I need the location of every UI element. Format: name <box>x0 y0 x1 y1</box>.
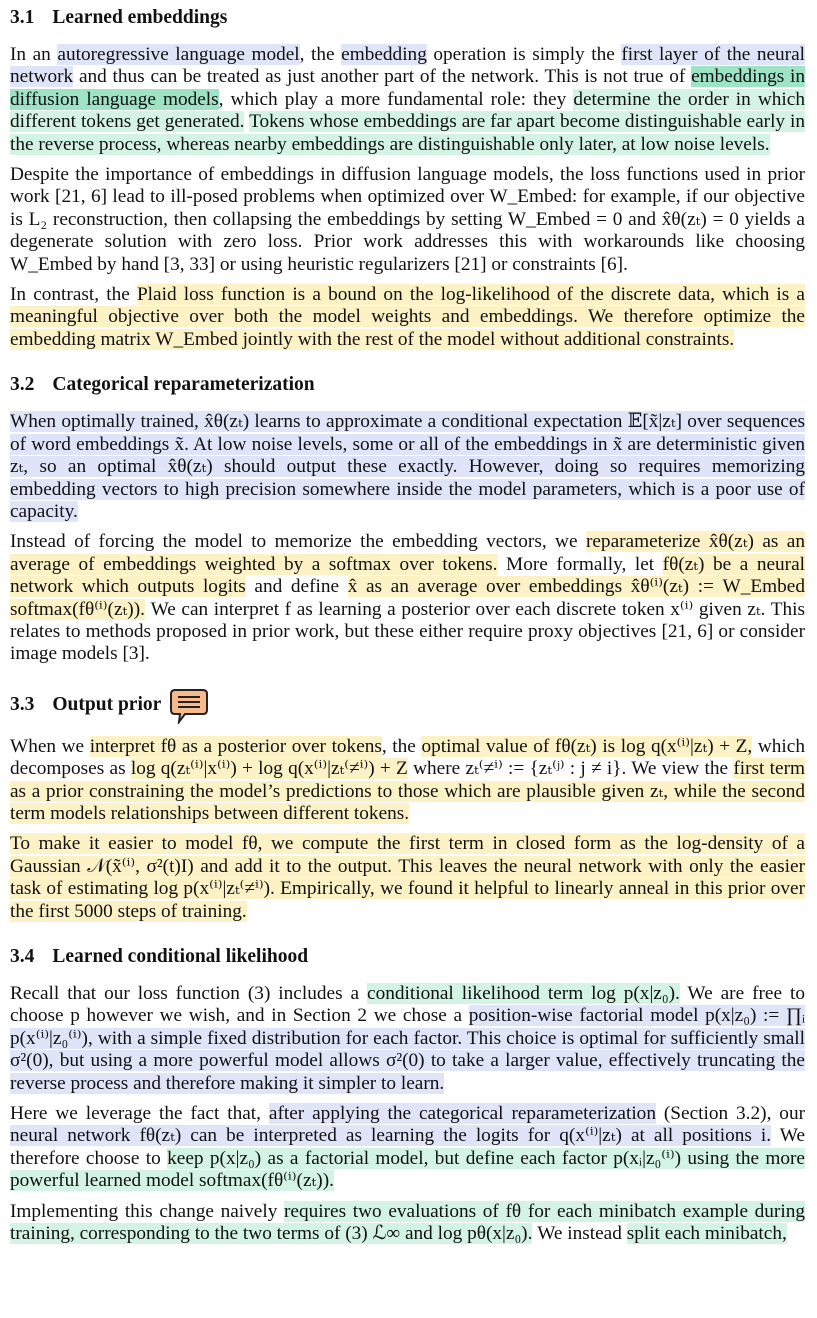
text-run: More formally, let <box>497 553 663 575</box>
highlighted-text[interactable]: interpret fθ as a posterior over tokens <box>89 735 382 757</box>
text-run: Despite the importance of embeddings in diffusion language models, the loss functions used in prior work [21, 6] lead to ill-posed problems when optimized over W_Embed: for example, if our objective is L₂ reconstruction, then collapsing the embeddings by setting W_Embed = 0 and x̂θ(zₜ) = 0 yields a degenerate solution with zero loss. Prior work addresses this with workarounds like choosing W_Embed by hand [3, 33] or using heuristic regularizers [21] or constraints [6]. <box>10 164 805 275</box>
section-3-3 <box>10 688 805 923</box>
highlighted-text[interactable]: autoregressive language model <box>57 44 300 65</box>
section-number: 3.2 <box>10 374 35 396</box>
section-title: Learned embeddings <box>52 7 228 28</box>
section-title: Output prior <box>52 693 162 715</box>
highlighted-text[interactable]: keep p(x|z₀) as a factorial model, but define each factor p(xᵢ|z₀⁽ⁱ⁾) using the more powerful learned model softmax(fθ⁽ⁱ⁾(zₜ)). <box>10 1147 805 1192</box>
paragraph <box>10 736 805 826</box>
section-3-4 <box>10 945 805 1245</box>
highlighted-text[interactable]: position-wise factorial model p(x|z₀) := ∏ᵢ p(x⁽ⁱ⁾|z₀⁽ⁱ⁾), with a simple fixed distribution for each factor. This choice is optimal for sufficiently small σ²(0), but using a more powerful model allows σ²(0) to take a larger value, effectively truncating the reverse process and therefore making it simpler to learn. <box>10 1005 805 1094</box>
section-heading <box>10 688 805 722</box>
text-run: (Section 3.2), our <box>655 1103 806 1125</box>
section-heading <box>10 373 805 397</box>
text-run: , the <box>381 735 422 757</box>
highlighted-text[interactable]: conditional likelihood term log p(x|z₀). <box>367 983 680 1004</box>
text-run: where zₜ⁽≠ⁱ⁾ := {zₜ⁽ʲ⁾ : j ≠ i}. We view the <box>407 758 734 780</box>
text-run: , which play a more fundamental role: they <box>218 88 574 110</box>
highlighted-text[interactable]: When optimally trained, x̂θ(zₜ) learns to approximate a conditional expectation 𝔼[x̃|zₜ] over sequences of word embeddings x̃. At low noise levels, some or all of the embeddings in x̃ are deterministic given zₜ, so an optimal x̂θ(zₜ) should output these exactly. However, doing so requires memorizing embedding vectors to high precision somewhere inside the model parameters, which is a poor use of capacity. <box>10 411 805 522</box>
highlighted-text[interactable]: first layer of the neural network <box>10 44 805 88</box>
paragraph <box>10 833 805 923</box>
text-run: and thus can be treated as just another part of the network. This is not true of <box>73 66 692 88</box>
highlighted-text[interactable]: To make it easier to model fθ, we compute the first term in closed form as the log-density of a Gaussian 𝒩(x̃⁽ⁱ⁾, σ²(t)I) and add it to the output. This leaves the neural network with only the easier task of estimating log p(x⁽ⁱ⁾|zₜ⁽≠ⁱ⁾). Empirically, we found it helpful to linearly anneal in this prior over the first 5000 steps of training. <box>10 833 805 922</box>
highlighted-text[interactable]: x̂ as an average over embeddings x̂θ⁽ⁱ⁾(zₜ) := W_Embed softmax(fθ⁽ⁱ⁾(zₜ)). <box>10 576 806 620</box>
text-run: Instead of forcing the model to memorize the embedding vectors, we <box>10 531 586 553</box>
section-number: 3.1 <box>10 7 35 28</box>
text-run: and define <box>245 576 348 598</box>
highlighted-text[interactable]: optimal value of fθ(zₜ) is log q(x⁽ⁱ⁾|zₜ) + Z, <box>421 735 753 757</box>
comment-icon[interactable] <box>169 688 209 722</box>
highlighted-text[interactable]: fθ(zₜ) be a neural network which outputs logits <box>10 553 806 598</box>
highlighted-text[interactable]: determine the order in which different tokens get generated. <box>10 88 805 133</box>
section-number: 3.4 <box>10 946 35 967</box>
text-run: , the <box>299 44 342 65</box>
text-run: We therefore choose to <box>10 1125 806 1169</box>
text-run: operation is simply the <box>426 44 622 65</box>
section-title: Categorical reparameterization <box>52 374 315 396</box>
highlighted-text[interactable]: reparameterize x̂θ(zₜ) as an average of embeddings weighted by a softmax over tokens. <box>10 531 805 575</box>
highlighted-text[interactable]: first term as a prior constraining the model’s predictions to those which are plausible given zₜ, while the second term models relationships between different tokens. <box>10 758 805 824</box>
paragraph <box>10 164 805 276</box>
text-run: Implementing this change naively <box>10 1200 284 1222</box>
text-run: We instead <box>532 1223 627 1245</box>
section-heading <box>10 945 805 969</box>
text-run: Here we leverage the fact that, <box>10 1103 269 1125</box>
paragraph <box>10 1103 805 1193</box>
highlighted-text[interactable]: log q(zₜ⁽ⁱ⁾|x⁽ⁱ⁾) + log q(x⁽ⁱ⁾|zₜ⁽≠ⁱ⁾) + Z <box>130 758 408 780</box>
section-title: Learned conditional likelihood <box>52 946 309 967</box>
text-run: which decomposes as <box>10 735 805 780</box>
text-run: Recall that our loss function (3) includes a <box>10 983 368 1004</box>
highlighted-text[interactable]: embeddings in diffusion language models <box>10 66 805 110</box>
text-run: When we <box>10 735 90 757</box>
text-run: We are free to choose p however we wish, and in Section 2 we chose a <box>10 983 805 1027</box>
paragraph <box>10 284 805 351</box>
highlighted-text[interactable]: Tokens whose embeddings are far apart become distinguishable early in the reverse process, whereas nearby embeddings are distinguishable only later, at low noise levels. <box>10 111 805 155</box>
highlighted-text[interactable]: Plaid loss function is a bound on the log-likelihood of the discrete data, which is a meaningful objective over both the model weights and embeddings. We therefore optimize the embedding matrix W_Embed jointly with the rest of the model without additional constraints. <box>10 284 805 350</box>
highlighted-text[interactable]: neural network fθ(zₜ) can be interpreted as learning the logits for q(x⁽ⁱ⁾|zₜ) at all positions i. <box>10 1125 772 1147</box>
highlighted-text[interactable]: split each minibatch, <box>626 1223 787 1245</box>
paragraph <box>10 1201 805 1246</box>
text-run: In contrast, the <box>10 284 137 306</box>
highlighted-text[interactable]: requires two evaluations of fθ for each minibatch example during training, corresponding to the two terms of (3) ℒ∞ and log pθ(x|z₀). <box>10 1200 805 1245</box>
highlighted-text[interactable]: after applying the categorical reparameterization <box>268 1103 656 1125</box>
paragraph <box>10 411 805 523</box>
paragraph <box>10 983 805 1095</box>
text-run: In an <box>10 44 58 65</box>
paragraph <box>10 44 805 156</box>
text-run: We can interpret f as learning a posterior over each discrete token x⁽ⁱ⁾ given zₜ. This relates to methods proposed in prior work, but these either require proxy objectives [21, 6] or consider image models [3]. <box>10 598 805 665</box>
highlighted-text[interactable]: embedding <box>341 44 427 65</box>
paragraph <box>10 531 805 665</box>
section-3-2 <box>10 373 805 665</box>
section-heading <box>10 6 805 30</box>
section-3-1 <box>10 6 805 351</box>
section-number: 3.3 <box>10 693 35 715</box>
